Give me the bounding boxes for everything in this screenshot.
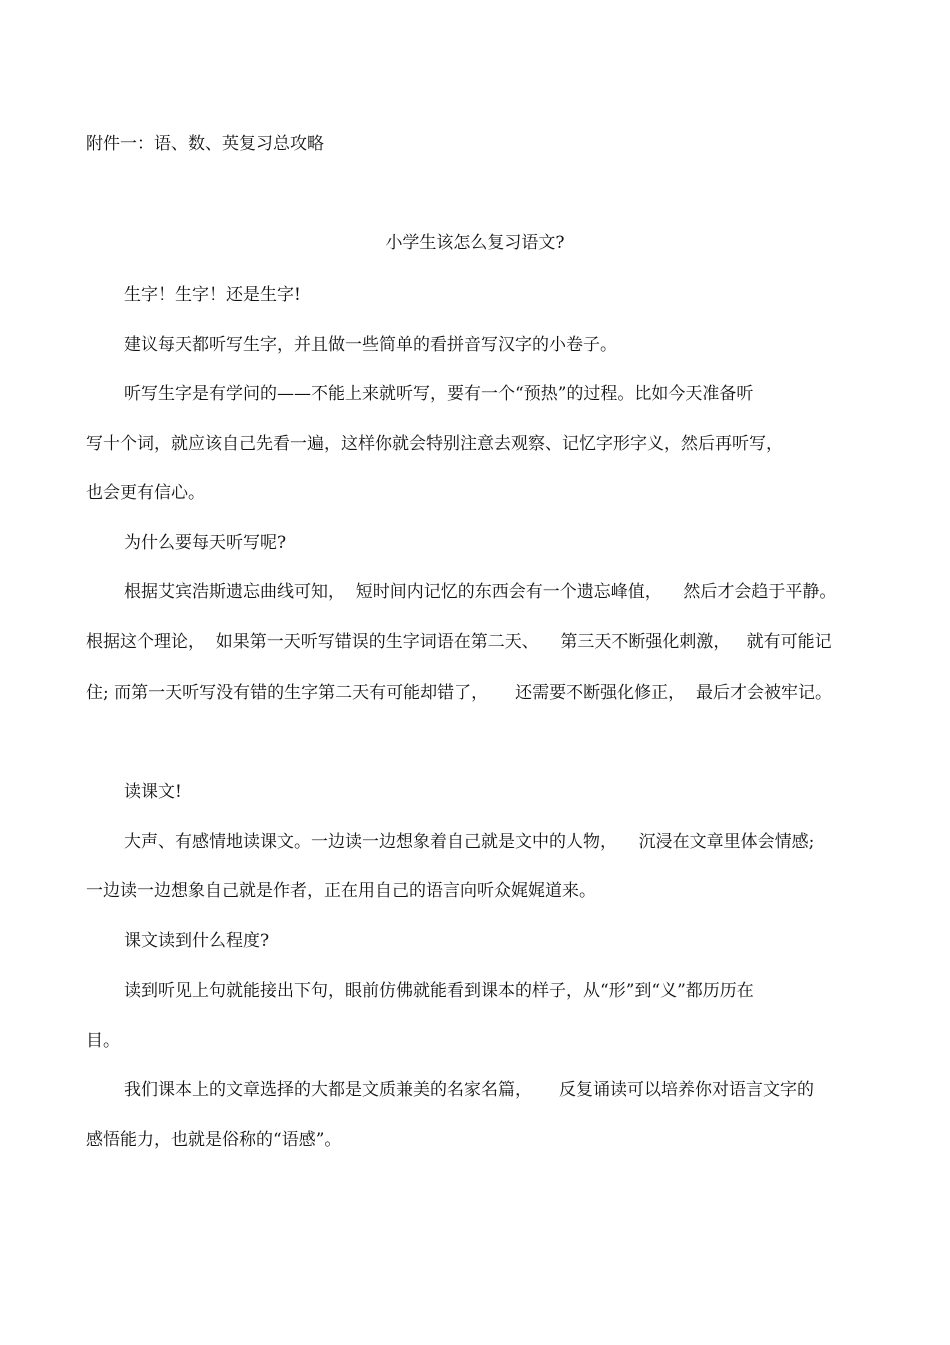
paragraph-line: 建议每天都听写生字，并且做一些简单的看拼音写汉字的小卷子。 [124,335,617,355]
paragraph-line: 根据艾宾浩斯遗忘曲线可知， 短时间内记忆的东西会有一个遗忘峰值， 然后才会趋于平静。 [124,582,837,602]
paragraph-line: 一边读一边想象自己就是作者，正在用自己的语言向听众娓娓道来。 [86,881,596,901]
paragraph-line: 写十个词，就应该自己先看一遍，这样你就会特别注意去观察、记忆字形字义，然后再听写， [86,434,783,454]
paragraph-line: 听写生字是有学问的——不能上来就听写，要有一个“预热”的过程。比如今天准备听 [124,384,754,404]
paragraph-line: 大声、有感情地读课文。一边读一边想象着自己就是文中的人物， 沉浸在文章里体会情感; [124,832,815,852]
paragraph-line: 根据这个理论， 如果第一天听写错误的生字词语在第二天、 第三天不断强化刺激， 就有可能记 [86,632,832,652]
paragraph-line: 我们课本上的文章选择的大都是文质兼美的名家名篇， 反复诵读可以培养你对语言文字的 [124,1080,815,1100]
section-heading: 读课文! [124,782,182,802]
paragraph-line: 课文读到什么程度? [124,931,270,951]
paragraph-line: 读到听见上句就能接出下句，眼前仿佛就能看到课本的样子，从“形”到“义”都历历在 [124,981,754,1001]
paragraph-line: 也会更有信心。 [86,483,205,503]
document-title: 小学生该怎么复习语文? [385,233,565,253]
paragraph-line: 生字！生字！还是生字! [124,285,301,305]
paragraph-line: 目。 [86,1031,120,1051]
attachment-heading: 附件一：语、数、英复习总攻略 [86,134,324,154]
paragraph-line: 住; 而第一天听写没有错的生字第二天有可能却错了， 还需要不断强化修正， 最后才会被牢记。 [86,683,832,703]
paragraph-line: 感悟能力，也就是俗称的“语感”。 [86,1130,342,1150]
paragraph-line: 为什么要每天听写呢? [124,533,287,553]
